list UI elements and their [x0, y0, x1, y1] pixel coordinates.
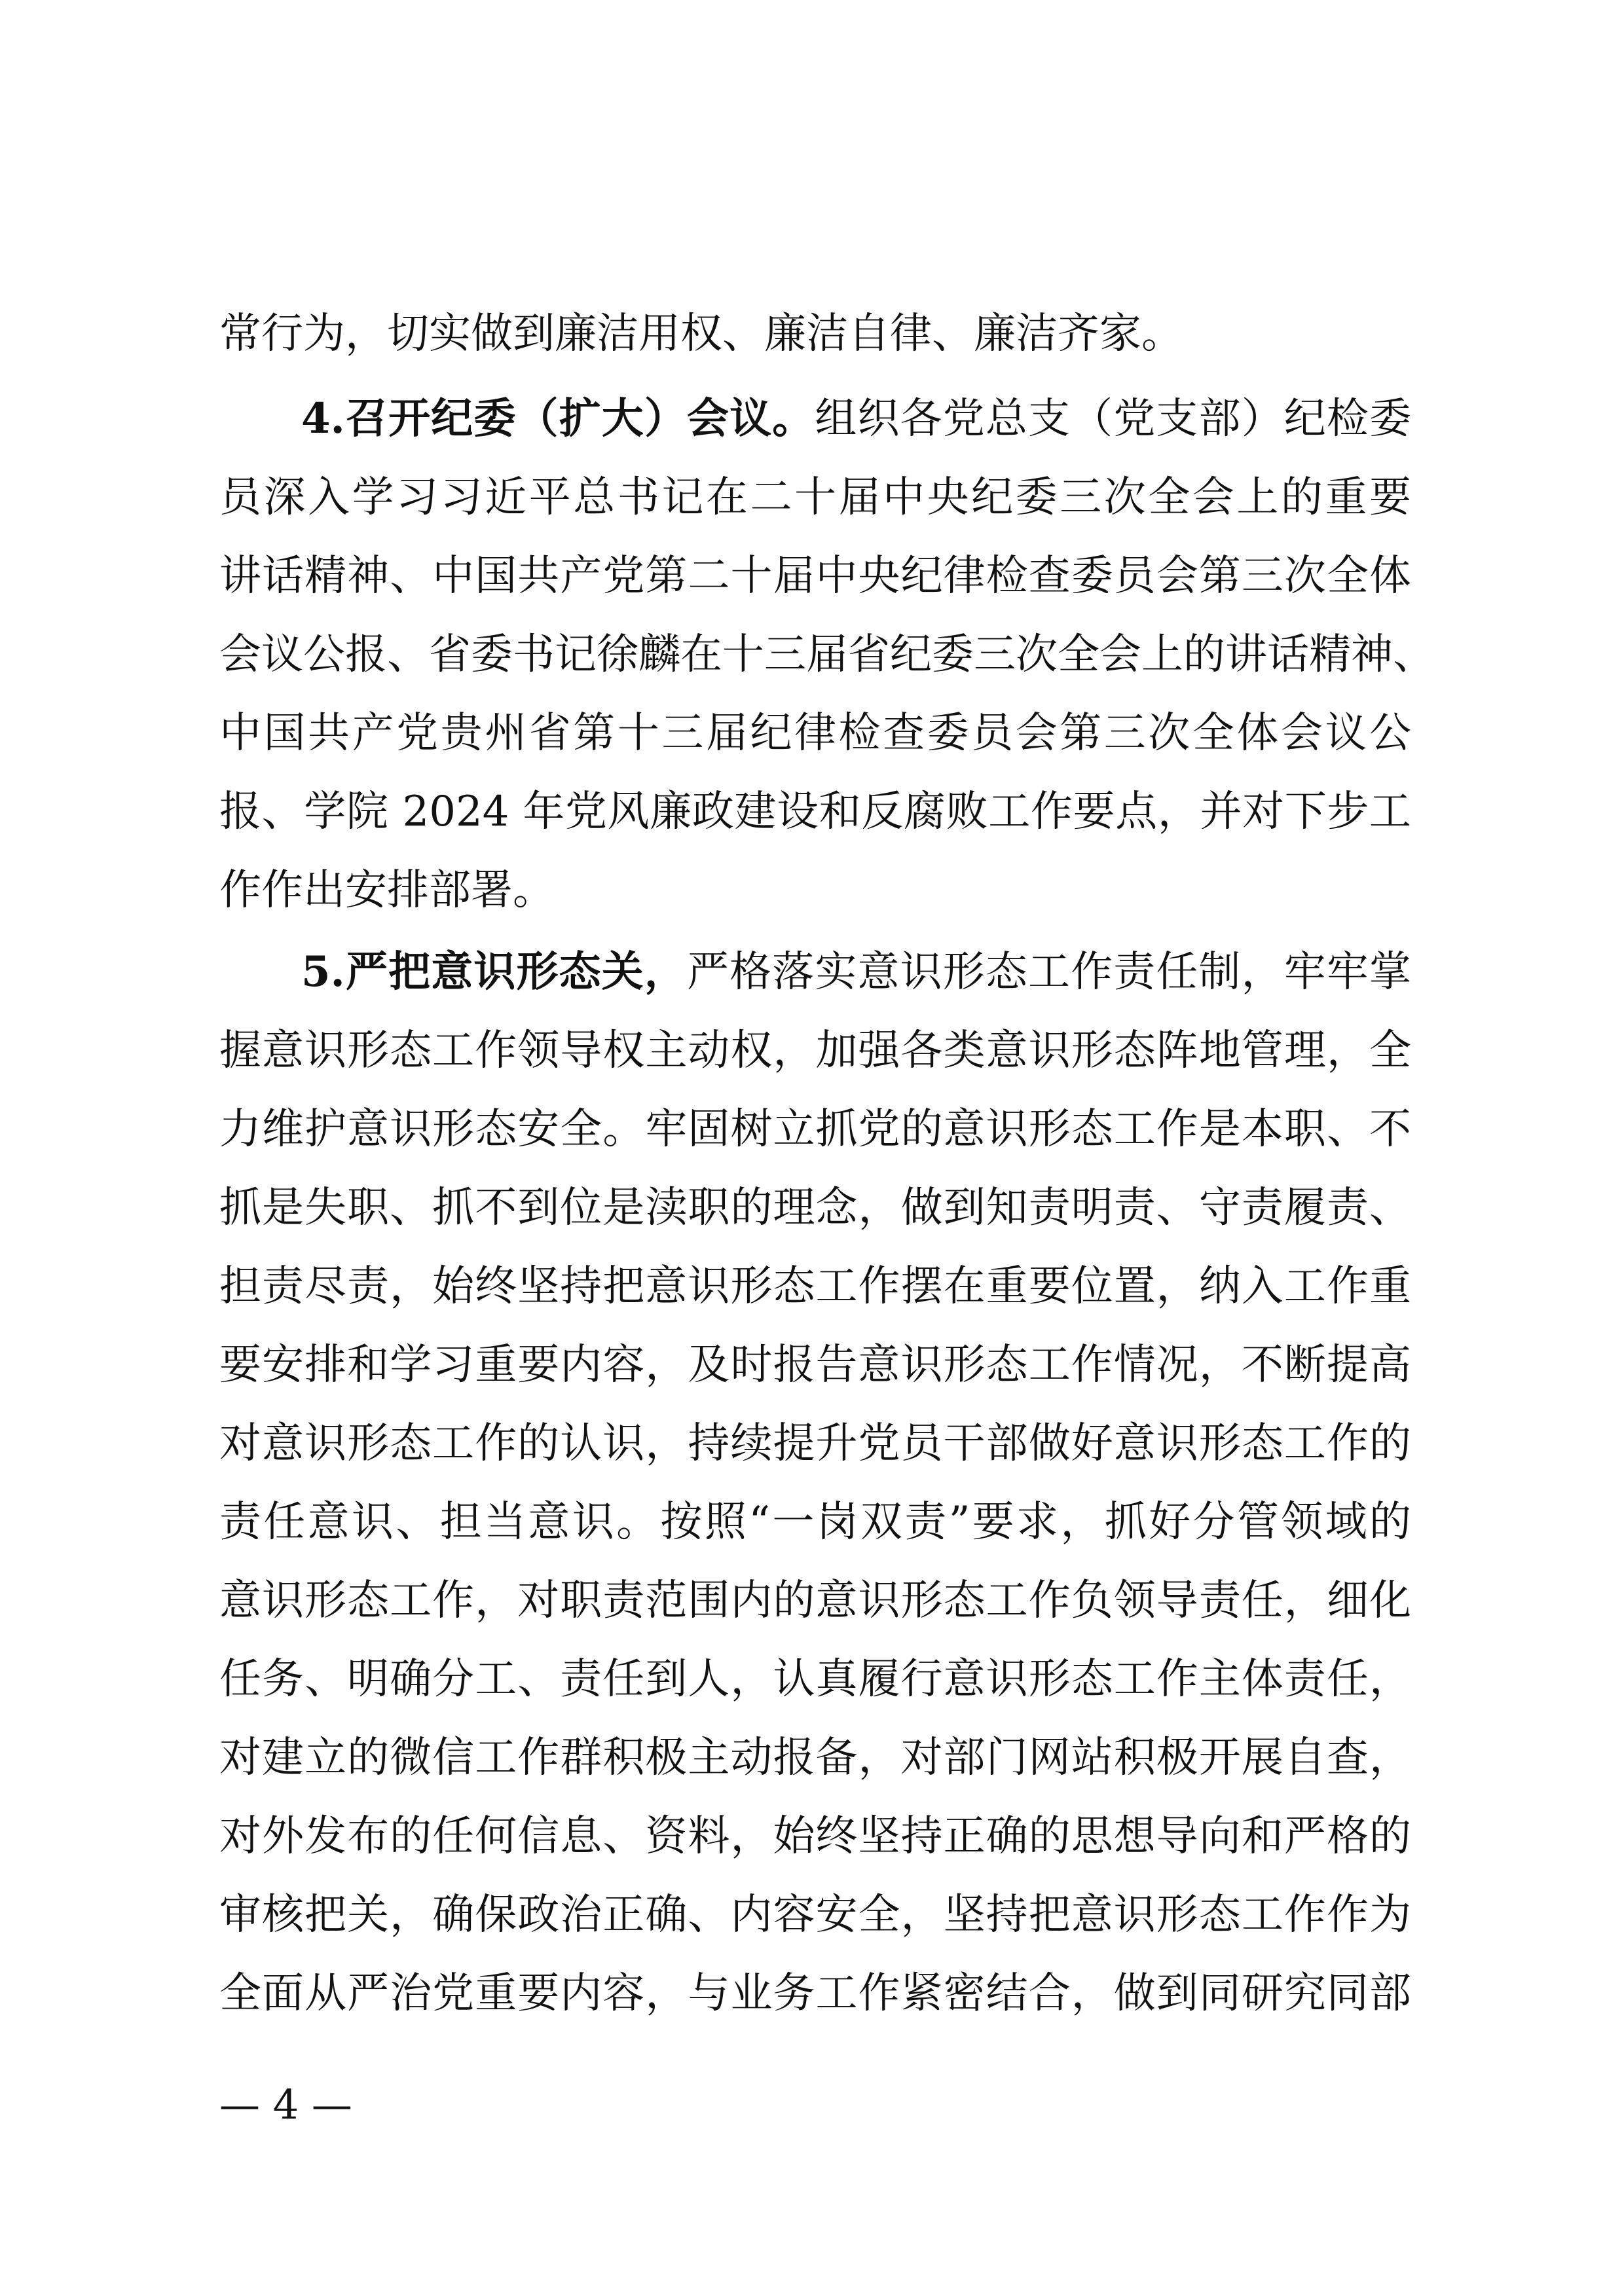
paragraph-5-heading: 5.严把意识形态关， — [301, 947, 687, 996]
paragraph-4-line-text: 组织各党总支（党支部）纪检委 — [815, 395, 1411, 443]
paragraph-4-heading: 4.召开纪委（扩大）会议。 — [301, 394, 815, 443]
paragraph-5-line: 全面从严治党重要内容，与业务工作紧密结合，做到同研究同部 — [219, 1969, 1411, 2018]
paragraph-5-first-line — [301, 939, 1411, 1005]
paragraph-4-line: 报、学院 2024 年党风廉政建设和反腐败工作要点，并对下步工 — [219, 788, 1411, 836]
paragraph-5-line: 对外发布的任何信息、资料，始终坚持正确的思想导向和严格的 — [219, 1812, 1411, 1861]
page-number: — 4 — — [219, 2081, 352, 2128]
paragraph-5-line: 任务、明确分工、责任到人，认真履行意识形态工作主体责任， — [219, 1655, 1411, 1704]
paragraph-5-line: 握意识形态工作领导权主动权，加强各类意识形态阵地管理，全 — [219, 1027, 1411, 1075]
paragraph-5-line: 要安排和学习重要内容，及时报告意识形态工作情况，不断提高 — [219, 1341, 1411, 1389]
paragraph-4-line: 讲话精神、中国共产党第二十届中央纪律检查委员会第三次全体 — [219, 552, 1411, 600]
paragraph-5-line: 对建立的微信工作群积极主动报备，对部门网站积极开展自查， — [219, 1734, 1411, 1782]
paragraph-5-line: 对意识形态工作的认识，持续提升党员干部做好意识形态工作的 — [219, 1419, 1411, 1468]
paragraph-5-line: 力维护意识形态安全。牢固树立抓党的意识形态工作是本职、不 — [219, 1105, 1411, 1154]
paragraph-5-line-text: 严格落实意识形态工作责任制，牢牢掌 — [686, 948, 1412, 996]
paragraph-4-line: 员深入学习习近平总书记在二十届中央纪委三次全会上的重要 — [219, 473, 1411, 522]
paragraph-5-line: 审核把关，确保政治正确、内容安全，坚持把意识形态工作作为 — [219, 1891, 1411, 1939]
paragraph-4-line: 中国共产党贵州省第十三届纪律检查委员会第三次全体会议公 — [219, 709, 1411, 757]
paragraph-5-line: 意识形态工作，对职责范围内的意识形态工作负领导责任，细化 — [219, 1576, 1411, 1625]
paragraph-4-first-line — [301, 386, 1411, 452]
paragraph-4-last-line: 作作出安排部署。 — [219, 866, 555, 915]
paragraph-5-line: 担责尽责，始终坚持把意识形态工作摆在重要位置，纳入工作重 — [219, 1262, 1411, 1311]
paragraph-4-line: 会议公报、省委书记徐麟在十三届省纪委三次全会上的讲话精神、 — [219, 630, 1435, 679]
paragraph-5-line: 抓是失职、抓不到位是渎职的理念，做到知责明责、守责履责、 — [219, 1184, 1411, 1232]
paragraph-continuation-line: 常行为，切实做到廉洁用权、廉洁自律、廉洁齐家。 — [219, 310, 1183, 358]
paragraph-5-line: 责任意识、担当意识。按照“一岗双责”要求，抓好分管领域的 — [219, 1498, 1411, 1546]
